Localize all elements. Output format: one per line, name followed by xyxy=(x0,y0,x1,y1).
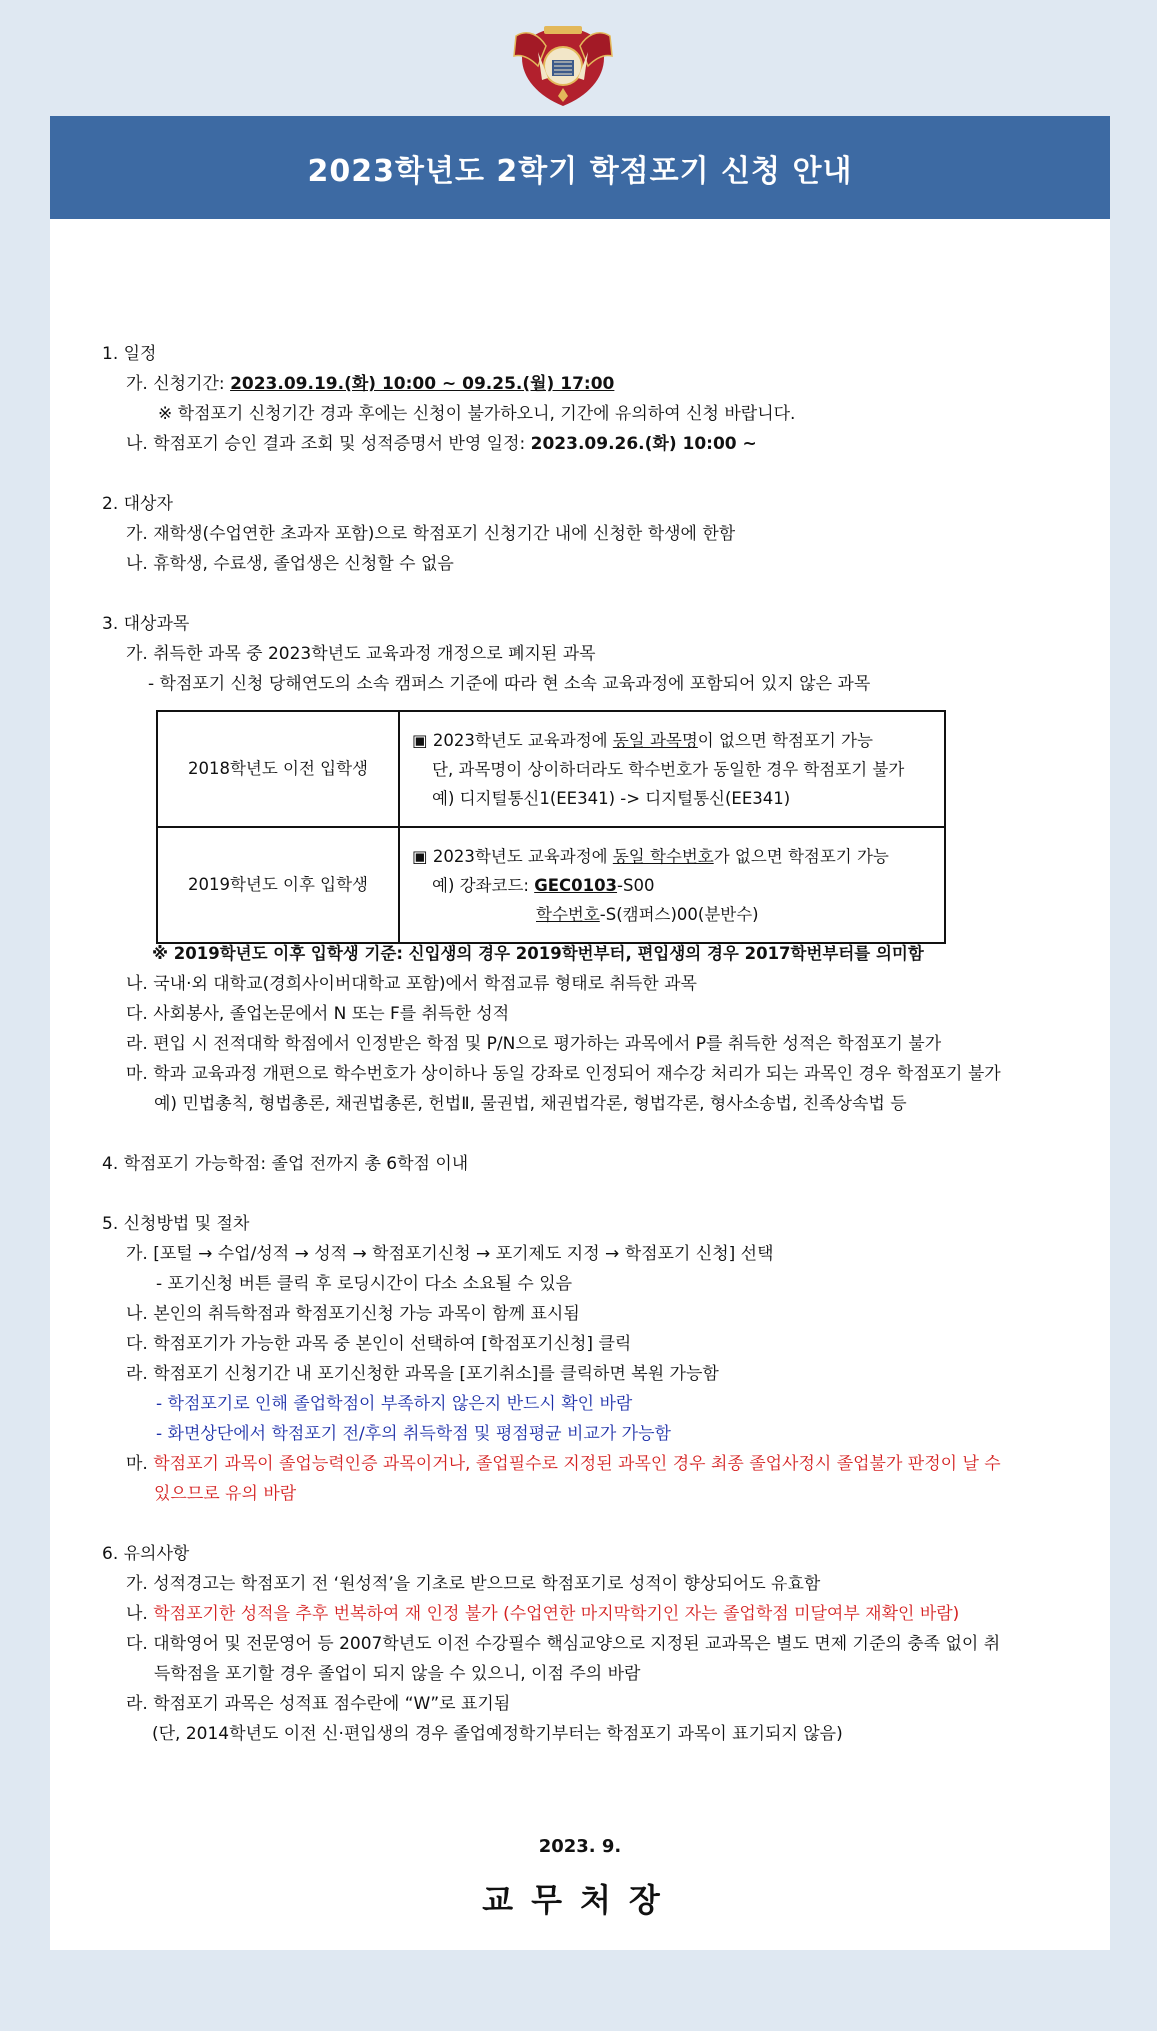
table-cell-label: 2019학년도 이후 입학생 xyxy=(157,827,399,943)
table-cell-label: 2018학년도 이전 입학생 xyxy=(157,711,399,827)
list-item: 가. 재학생(수업연한 초과자 포함)으로 학점포기 신청기간 내에 신청한 학생에 한함 xyxy=(126,524,736,544)
section-heading: 5. 신청방법 및 절차 xyxy=(102,1214,250,1234)
list-item: 가. [포털 → 수업/성적 → 성적 → 학점포기신청 → 포기제도 지정 → 학점포기 신청] 선택 xyxy=(126,1244,774,1264)
list-sub-item: - 학점포기 신청 당해연도의 소속 캠퍼스 기준에 따라 현 소속 교육과정에 포함되어 있지 않은 과목 xyxy=(148,674,871,694)
section-heading: 6. 유의사항 xyxy=(102,1544,190,1564)
page-title: 2023학년도 2학기 학점포기 신청 안내 xyxy=(50,116,1110,219)
list-item: 가. 취득한 과목 중 2023학년도 교육과정 개정으로 폐지된 과목 xyxy=(126,644,596,664)
list-sub-item: - 포기신청 버튼 클릭 후 로딩시간이 다소 소요될 수 있음 xyxy=(156,1274,573,1294)
section-heading: 1. 일정 xyxy=(102,344,157,364)
list-sub-item: (단, 2014학년도 이전 신·편입생의 경우 졸업예정학기부터는 학점포기 과목이 표기되지 않음) xyxy=(152,1724,843,1744)
list-item: 라. 학점포기 과목은 성적표 점수란에 “W”로 표기됨 xyxy=(126,1694,511,1714)
notice-card xyxy=(50,116,1110,1950)
list-item-continued: 득학점을 포기할 경우 졸업이 되지 않을 수 있으니, 이점 주의 바람 xyxy=(154,1664,641,1684)
list-item: 나. 학점포기한 성적을 추후 번복하여 재 인정 불가 (수업연한 마지막학기인 자는 졸업학점 미달여부 재확인 바람) xyxy=(126,1604,960,1624)
table-cell-content: ▣ 2023학년도 교육과정에 동일 과목명이 없으면 학점포기 가능 단, 과목명이 상이하더라도 학수번호가 동일한 경우 학점포기 불가 예) 디지털통신1(EE341) -> 디지털통신(EE341) xyxy=(399,711,945,827)
issue-date: 2023. 9. xyxy=(538,1836,622,1857)
table-row xyxy=(157,827,945,943)
period-note: ※ 학점포기 신청기간 경과 후에는 신청이 불가하오니, 기간에 유의하여 신청 바랍니다. xyxy=(158,404,796,424)
result-value: 2023.09.26.(화) 10:00 ~ xyxy=(530,434,757,454)
section-heading: 3. 대상과목 xyxy=(102,614,190,634)
schedule-result: 나. 학점포기 승인 결과 조회 및 성적증명서 반영 일정: 2023.09.26.(화) 10:00 ~ xyxy=(126,434,757,454)
list-sub-item: - 화면상단에서 학점포기 전/후의 취득학점 및 평점평균 비교가 가능함 xyxy=(156,1424,671,1444)
section-heading: 2. 대상자 xyxy=(102,494,173,514)
list-item-continued: 있으므로 유의 바람 xyxy=(154,1484,297,1504)
list-sub-item: 예) 민법총칙, 형법총론, 채권법총론, 헌법Ⅱ, 물권법, 채권법각론, 형법각론, 형사소송법, 친족상속법 등 xyxy=(154,1094,907,1114)
list-sub-item: - 학점포기로 인해 졸업학점이 부족하지 않은지 반드시 확인 바람 xyxy=(156,1394,633,1414)
admission-criteria-table xyxy=(156,710,946,944)
table-cell-content: ▣ 2023학년도 교육과정에 동일 학수번호가 없으면 학점포기 가능 예) 강좌코드: GEC0103-S00 학수번호-S(캠퍼스)00(분반수) xyxy=(399,827,945,943)
list-item: 다. 학점포기가 가능한 과목 중 본인이 선택하여 [학점포기신청] 클릭 xyxy=(126,1334,632,1354)
schedule-period: 가. 신청기간: 2023.09.19.(화) 10:00 ~ 09.25.(월) 17:00 xyxy=(126,374,615,394)
period-value: 2023.09.19.(화) 10:00 ~ 09.25.(월) 17:00 xyxy=(230,374,615,394)
issuer-signature: 교무처장 xyxy=(482,1881,678,1919)
list-item: 나. 휴학생, 수료생, 졸업생은 신청할 수 없음 xyxy=(126,554,454,574)
notice-body xyxy=(50,219,1110,1919)
list-item: 라. 편입 시 전적대학 학점에서 인정받은 학점 및 P/N으로 평가하는 과목에서 P를 취득한 성적은 학점포기 불가 xyxy=(126,1034,942,1054)
list-item: 다. 대학영어 및 전문영어 등 2007학년도 이전 수강필수 핵심교양으로 지정된 교과목은 별도 면제 기준의 충족 없이 취 xyxy=(126,1634,1001,1654)
list-item: 나. 국내·외 대학교(경희사이버대학교 포함)에서 학점교류 형태로 취득한 과목 xyxy=(126,974,697,994)
list-item: 마. 학점포기 과목이 졸업능력인증 과목이거나, 졸업필수로 지정된 과목인 경우 최종 졸업사정시 졸업불가 판정이 날 수 xyxy=(126,1454,1001,1474)
list-item: 가. 성적경고는 학점포기 전 ‘원성적’을 기초로 받으므로 학점포기로 성적이 향상되어도 유효함 xyxy=(126,1574,821,1594)
list-item: 다. 사회봉사, 졸업논문에서 N 또는 F를 취득한 성적 xyxy=(126,1004,510,1024)
list-item: 나. 본인의 취득학점과 학점포기신청 가능 과목이 함께 표시됨 xyxy=(126,1304,580,1324)
list-item: 마. 학과 교육과정 개편으로 학수번호가 상이하나 동일 강좌로 인정되어 재수강 처리가 되는 과목인 경우 학점포기 불가 xyxy=(126,1064,1001,1084)
table-note: ※ 2019학년도 이후 입학생 기준: 신입생의 경우 2019학번부터, 편입생의 경우 2017학번부터를 의미함 xyxy=(152,944,924,963)
university-emblem-icon xyxy=(508,22,618,108)
section-heading: 4. 학점포기 가능학점: 졸업 전까지 총 6학점 이내 xyxy=(102,1154,469,1174)
list-item: 라. 학점포기 신청기간 내 포기신청한 과목을 [포기취소]를 클릭하면 복원 가능함 xyxy=(126,1364,719,1384)
table-row xyxy=(157,711,945,827)
